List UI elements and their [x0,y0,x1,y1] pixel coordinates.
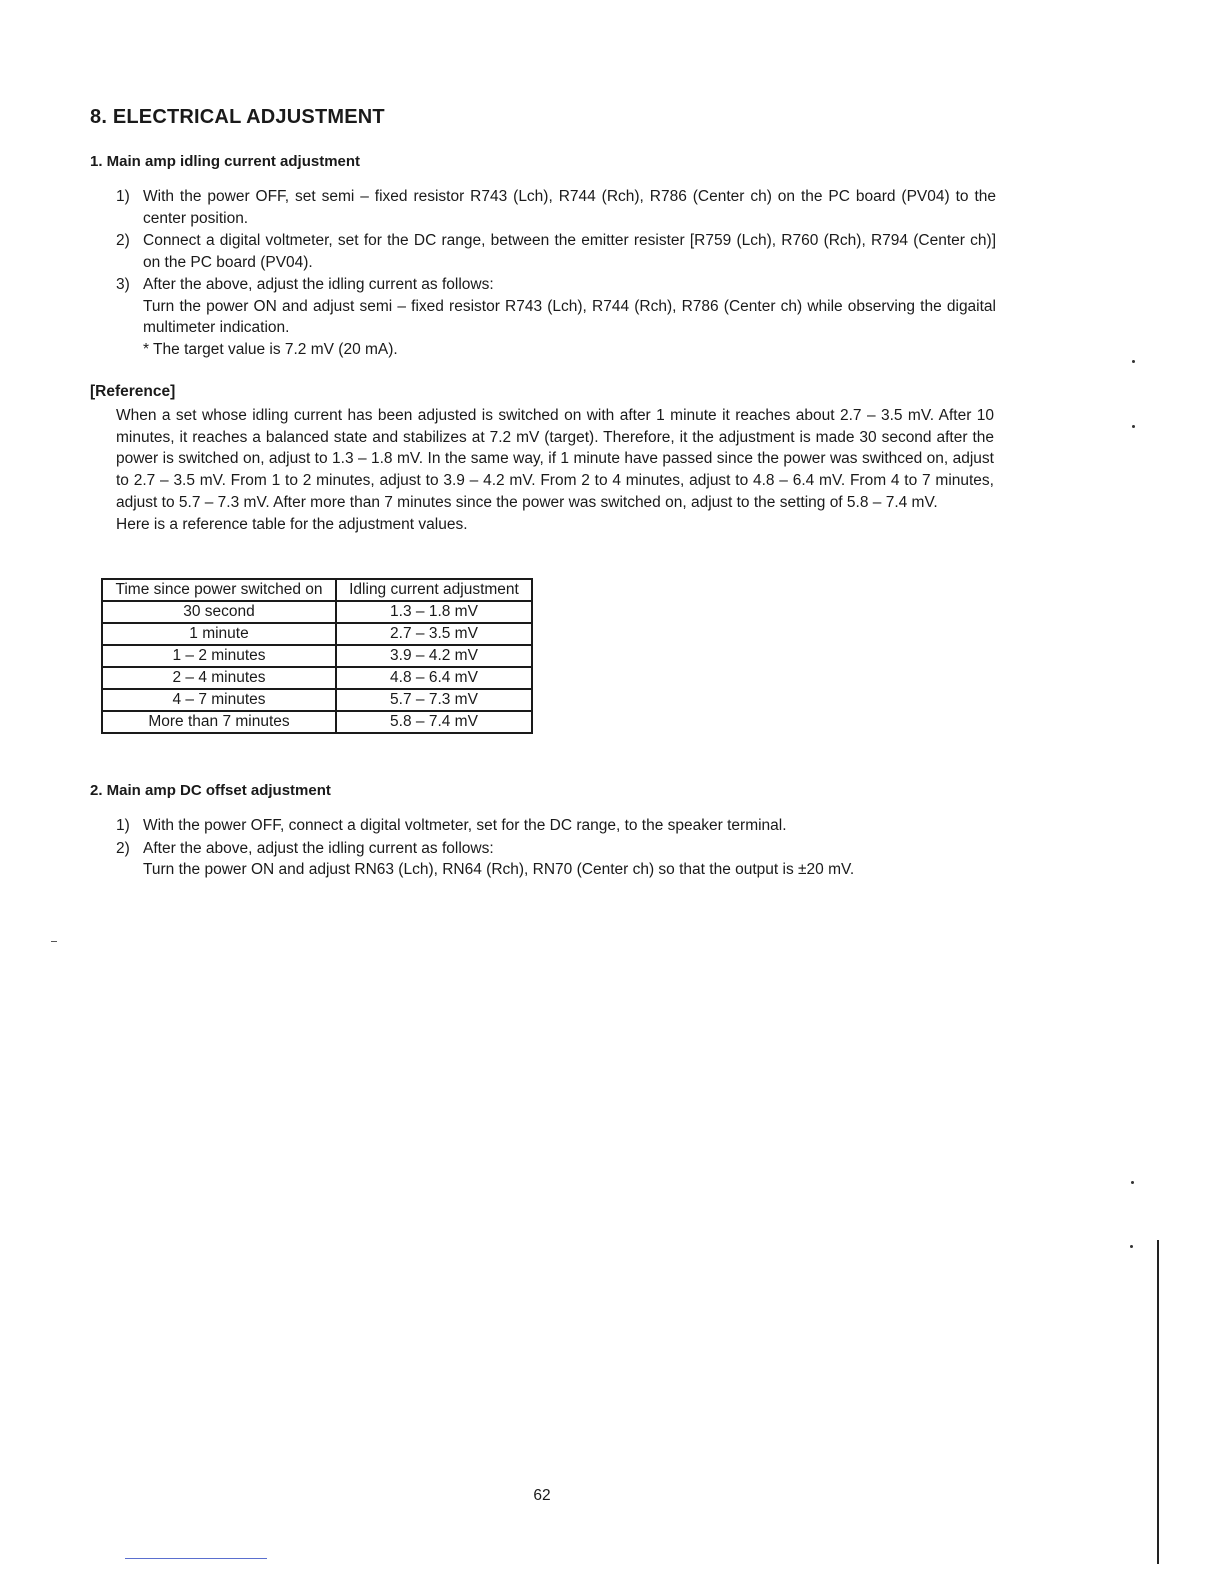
step-text: Connect a digital voltmeter, set for the DC range, between the emitter resister [R759 (Lch), R760 (Rch), R794 (Center ch)] on the PC board (PV04). [143,232,996,271]
table-header: Idling current adjustment [336,579,532,601]
table-row [102,601,532,623]
reference-title: [Reference] [90,383,176,400]
table-cell: 2 – 4 minutes [102,667,336,689]
table-cell: 1 minute [102,623,336,645]
scan-speck [1132,425,1135,428]
scan-speck [1130,1245,1133,1248]
step-note: * The target value is 7.2 mV (20 mA). [143,340,398,358]
list-item [116,838,996,881]
table-row [102,689,532,711]
adjustment-table [101,578,533,734]
step-number: 2) [116,232,130,249]
table-cell: 4.8 – 6.4 mV [336,667,532,689]
footer-rule [125,1558,267,1559]
step-text: Turn the power ON and adjust semi – fixed resistor R743 (Lch), R744 (Rch), R786 (Center ch) while observing the digaital multimeter indication. [143,297,996,336]
section2-heading: 2. Main amp DC offset adjustment [90,782,331,799]
reference-body [116,405,994,535]
step-number: 1) [116,817,130,834]
table-cell: 30 second [102,601,336,623]
scan-edge-line [1157,1240,1159,1564]
table-cell: 5.7 – 7.3 mV [336,689,532,711]
page-number: 62 [533,1487,551,1504]
table-cell: 5.8 – 7.4 mV [336,711,532,733]
reference-note: Here is a reference table for the adjustment values. [116,515,468,533]
section1-steps [116,186,996,361]
step-text: Turn the power ON and adjust RN63 (Lch), RN64 (Rch), RN70 (Center ch) so that the output is ±20 mV. [143,861,855,878]
table-cell: 3.9 – 4.2 mV [336,645,532,667]
step-number: 3) [116,276,130,293]
table-cell: 4 – 7 minutes [102,689,336,711]
table-cell: More than 7 minutes [102,711,336,733]
table-cell: 1.3 – 1.8 mV [336,601,532,623]
section2-steps [116,815,996,882]
list-item [116,274,996,360]
table-row [102,623,532,645]
section1-heading: 1. Main amp idling current adjustment [90,153,361,170]
list-item [116,186,996,229]
step-text: After the above, adjust the idling current as follows: [143,839,494,857]
scan-speck [1132,360,1135,363]
table-row [102,711,532,733]
section-title: 8. ELECTRICAL ADJUSTMENT [90,106,385,128]
scan-speck [1131,1181,1134,1184]
table-cell: 1 – 2 minutes [102,645,336,667]
table-row [102,667,532,689]
reference-paragraph: When a set whose idling current has been adjusted is switched on with after 1 minute it reaches about 2.7 – 3.5 mV. After 10 minutes, it reaches a balanced state and stabilizes at 7.2 mV (target). Therefore, it the adjustment is made 30 second after the power is switched on, adjust to 1.3 – 1.8 mV. In the same way, if 1 minute have passed since the power was swithced on, adjust to 2.7 – 3.5 mV. From 1 to 2 minutes, adjust to 3.9 – 4.2 mV. From 2 to 4 minutes, adjust to 4.8 – 6.4 mV. From 4 to 7 minutes, adjust to 5.7 – 7.3 mV. After more than 7 minutes since the power was switched on, adjust to the setting of 5.8 – 7.4 mV. [116,407,994,511]
step-number: 1) [116,188,130,205]
table-header-row [102,579,532,601]
step-text: After the above, adjust the idling current as follows: [143,276,494,293]
table-cell: 2.7 – 3.5 mV [336,623,532,645]
step-text: With the power OFF, connect a digital voltmeter, set for the DC range, to the speaker terminal. [143,817,787,834]
step-text: With the power OFF, set semi – fixed resistor R743 (Lch), R744 (Rch), R786 (Center ch) on the PC board (PV04) to the center position. [143,188,996,227]
list-item [116,815,996,837]
table-header: Time since power switched on [102,579,336,601]
table-row [102,645,532,667]
list-item [116,230,996,273]
scan-dash [51,941,57,942]
step-number: 2) [116,839,130,857]
